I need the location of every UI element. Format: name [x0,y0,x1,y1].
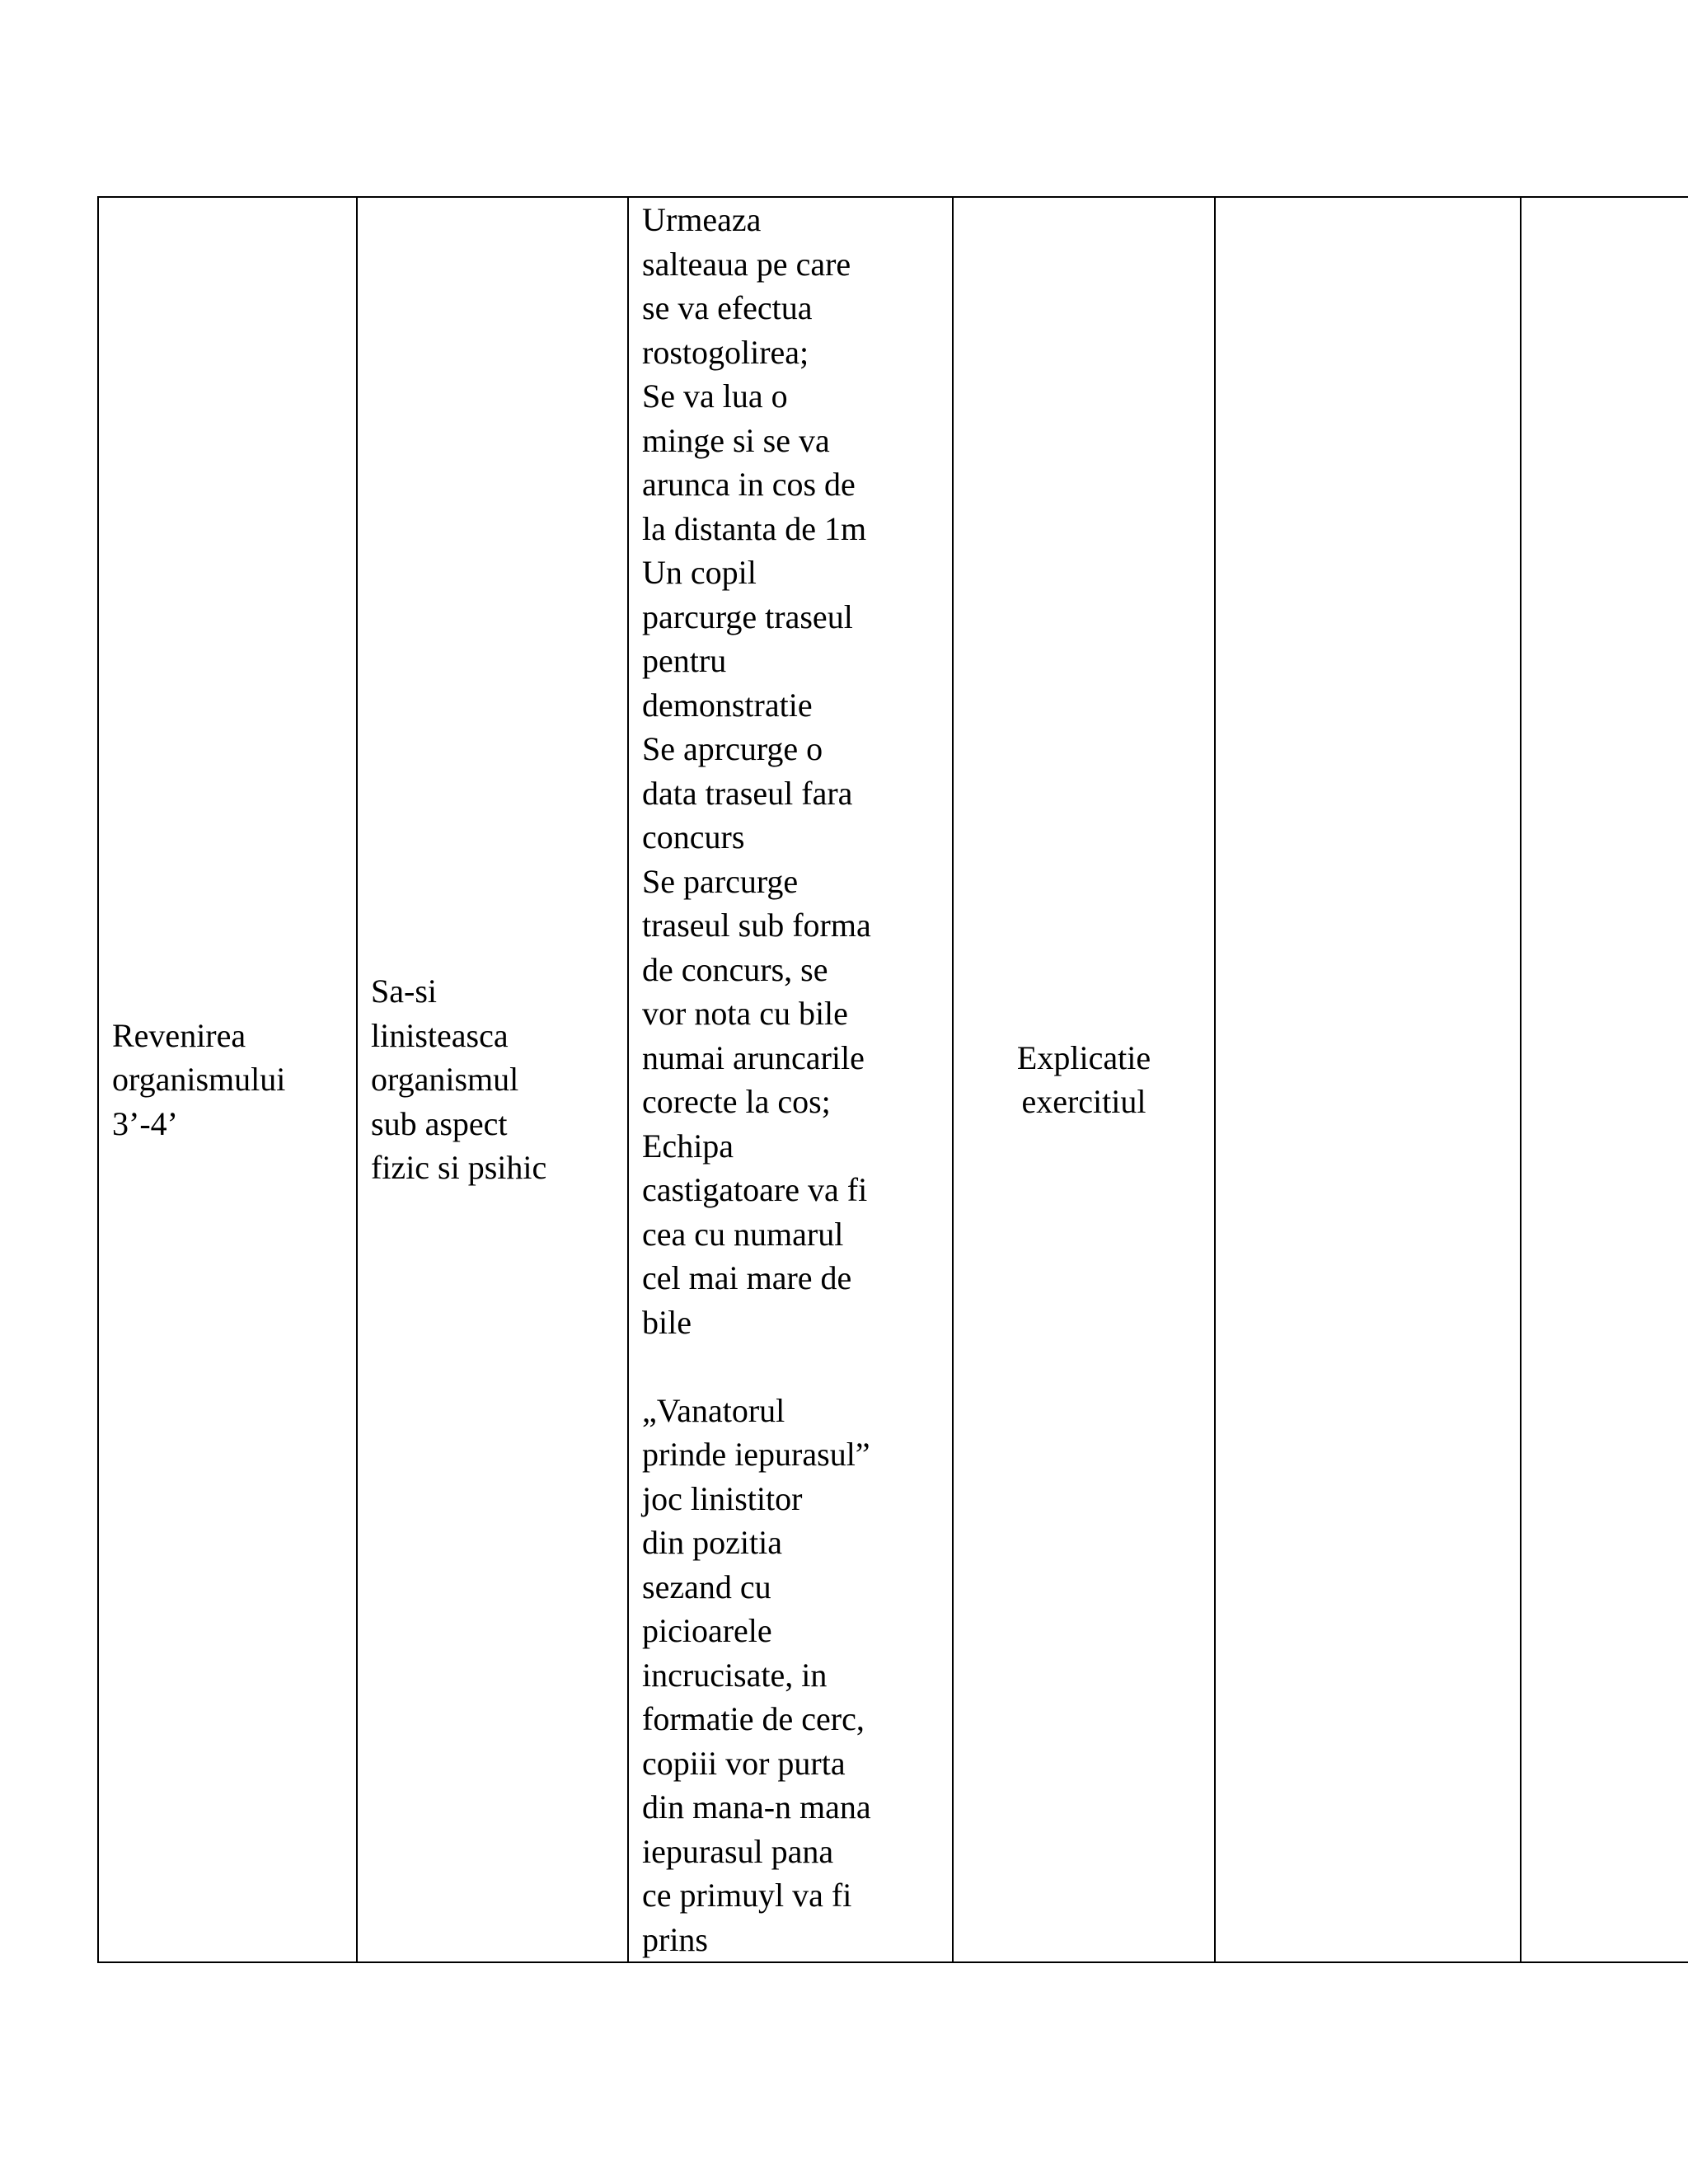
text-line: prinde iepurasul” [642,1436,870,1473]
text-line: salteaua pe care [642,245,851,283]
text-line: Se parcurge [642,862,799,900]
text-line: numai aruncarile [642,1038,865,1076]
text-line: Se aprcurge o [642,730,823,767]
text-line [642,1344,939,1389]
text-line: picioarele [642,1612,772,1649]
method-lines [967,1036,1201,1124]
text-line: demonstratie [642,686,813,724]
text-line: Echipa [642,1127,734,1165]
text-line: data traseul fara [642,774,853,812]
table-row [98,197,1688,1962]
lesson-plan-table [97,196,1688,1963]
text-line: ce primuyl va fi [642,1877,852,1914]
objective-lines [371,969,614,1190]
text-line: din pozitia [642,1524,782,1561]
text-line: din mana-n mana [642,1788,871,1825]
content-cell [628,197,953,1962]
text-line: parcurge traseul [642,598,853,635]
text-line: rostogolirea; [642,333,809,371]
text-line: bile [642,1303,692,1341]
empty-cell-5 [1215,197,1521,1962]
text-line: Se va lua o [642,377,788,415]
text-line: se va efectua [642,289,813,326]
objective-cell [357,197,628,1962]
text-line: copiii vor purta [642,1744,846,1782]
text-line: sub aspect [371,1104,508,1142]
text-line: corecte la cos; [642,1083,831,1120]
text-line: Explicatie [1016,1038,1151,1076]
text-line: „Vanatorul [642,1391,785,1429]
text-line: cea cu numarul [642,1215,844,1253]
text-line: fizic si psihic [371,1149,547,1187]
text-line: vor nota cu bile [642,995,848,1032]
text-line: incrucisate, in [642,1656,828,1694]
stage-lines [112,1014,343,1146]
text-line: cel mai mare de [642,1259,852,1296]
text-line: exercitiul [1021,1083,1146,1120]
stage-cell [98,197,357,1962]
text-line: la distanta de 1m [642,509,867,547]
text-line: arunca in cos de [642,466,856,503]
text-line: sezand cu [642,1568,771,1605]
text-line: prins [642,1920,708,1958]
text-line: iepurasul pana [642,1832,834,1870]
text-line: organismului [112,1061,286,1099]
text-line: joc linistitor [642,1479,803,1517]
text-line: castigatoare va fi [642,1171,868,1208]
text-line: 3’-4’ [112,1104,178,1142]
text-line: pentru [642,642,727,679]
method-cell [953,197,1215,1962]
text-line: minge si se va [642,421,830,459]
text-line: organismul [371,1061,519,1099]
content-lines [642,198,939,1961]
text-line: traseul sub forma [642,907,871,944]
text-line: formatie de cerc, [642,1700,865,1737]
empty-cell-6 [1521,197,1688,1962]
text-line: Un copil [642,554,757,591]
text-line: de concurs, se [642,950,828,988]
text-line: Revenirea [112,1016,246,1054]
text-line: concurs [642,818,745,855]
text-line: linisteasca [371,1016,509,1054]
text-line: Sa-si [371,972,437,1010]
text-line: Urmeaza [642,201,762,238]
